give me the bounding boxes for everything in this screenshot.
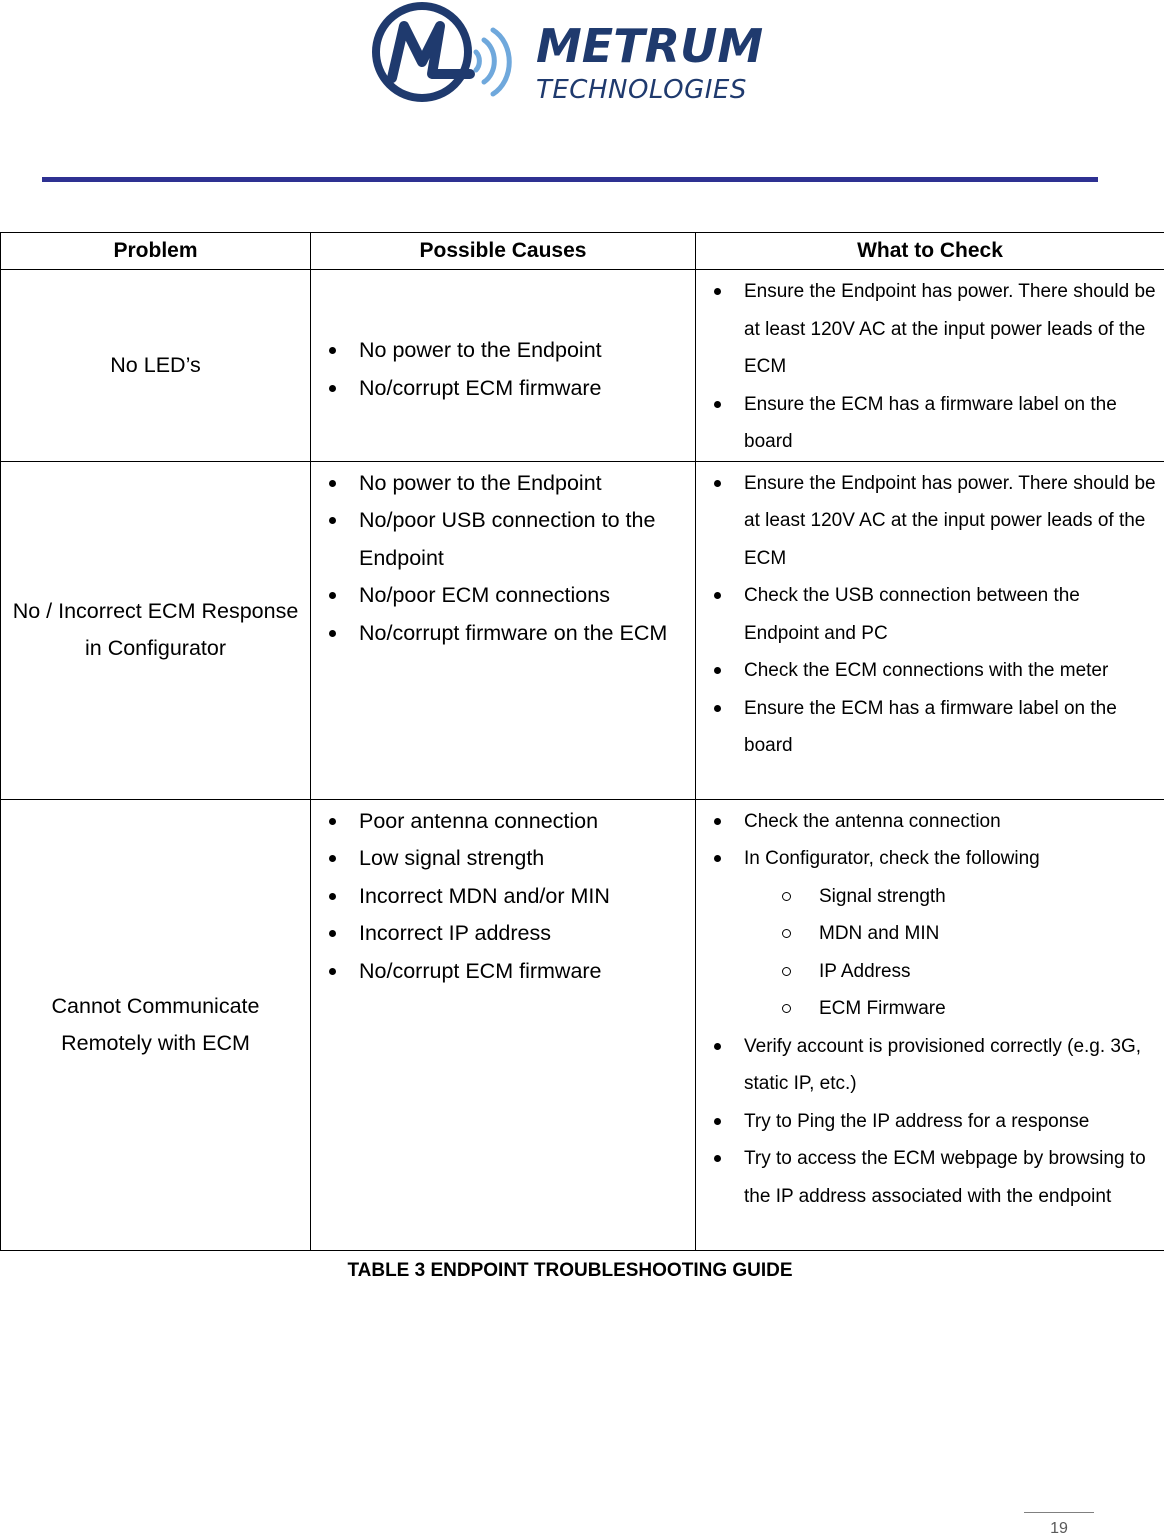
check-item-text: In Configurator, check the following (744, 848, 1040, 869)
checks-cell (696, 461, 1164, 799)
table-row (1, 270, 1164, 462)
check-item: Verify account is provisioned correctly (e.g. 3G, static IP, etc.) (696, 1028, 1164, 1103)
table-caption: TABLE 3 ENDPOINT TROUBLESHOOTING GUIDE (0, 1260, 1140, 1282)
causes-cell (311, 461, 696, 799)
cause-item: No/corrupt ECM firmware (311, 953, 695, 991)
checks-cell (696, 270, 1164, 462)
header-possible-causes: Possible Causes (311, 233, 696, 270)
cause-item: Poor antenna connection (311, 803, 695, 841)
footer-rule (1024, 1512, 1094, 1513)
table-row (1, 799, 1164, 1250)
header-problem: Problem (1, 233, 311, 270)
header-rule (42, 177, 1098, 182)
check-item: Check the antenna connection (696, 803, 1164, 841)
cause-item: No power to the Endpoint (311, 332, 695, 370)
causes-cell (311, 270, 696, 462)
page-number: 19 (1024, 1520, 1094, 1538)
cause-item: No/poor ECM connections (311, 577, 695, 615)
check-item: Ensure the Endpoint has power. There should be at least 120V AC at the input power leads of the ECM (696, 465, 1164, 578)
causes-cell (311, 799, 696, 1250)
problem-cell: No / Incorrect ECM Response in Configurator (1, 461, 311, 799)
check-item: Try to Ping the IP address for a response (696, 1103, 1164, 1141)
cause-item: No/corrupt firmware on the ECM (311, 615, 695, 653)
check-item: Ensure the ECM has a firmware label on the board (696, 690, 1164, 765)
table-header-row (1, 233, 1164, 270)
check-item: Check the ECM connections with the meter (696, 652, 1164, 690)
brand-name: METRUM (536, 19, 763, 73)
cause-item: Incorrect MDN and/or MIN (311, 878, 695, 916)
check-item: Ensure the ECM has a firmware label on the board (696, 386, 1164, 461)
check-item: Check the USB connection between the Endpoint and PC (696, 577, 1164, 652)
sub-check-list (744, 878, 1158, 1028)
sub-check-item: ECM Firmware (744, 990, 1158, 1028)
sub-check-item: IP Address (744, 953, 1158, 991)
check-item: Try to access the ECM webpage by browsing to the IP address associated with the endpoint (696, 1140, 1164, 1215)
cause-item: Low signal strength (311, 840, 695, 878)
check-item (696, 840, 1164, 1028)
checks-cell (696, 799, 1164, 1250)
sub-check-item: Signal strength (744, 878, 1158, 916)
table-row (1, 461, 1164, 799)
ml-wireless-logo-icon (376, 6, 509, 98)
cause-item: No power to the Endpoint (311, 465, 695, 503)
sub-check-item: MDN and MIN (744, 915, 1158, 953)
cause-item: Incorrect IP address (311, 915, 695, 953)
metrum-logo (370, 0, 780, 108)
problem-cell: Cannot Communicate Remotely with ECM (1, 799, 311, 1250)
check-item: Ensure the Endpoint has power. There should be at least 120V AC at the input power leads of the ECM (696, 273, 1164, 386)
brand-subtitle: TECHNOLOGIES (536, 75, 747, 105)
cause-item: No/corrupt ECM firmware (311, 370, 695, 408)
troubleshooting-table (0, 232, 1164, 1251)
problem-cell: No LED’s (1, 270, 311, 462)
header-what-to-check: What to Check (696, 233, 1164, 270)
cause-item: No/poor USB connection to the Endpoint (311, 502, 695, 577)
